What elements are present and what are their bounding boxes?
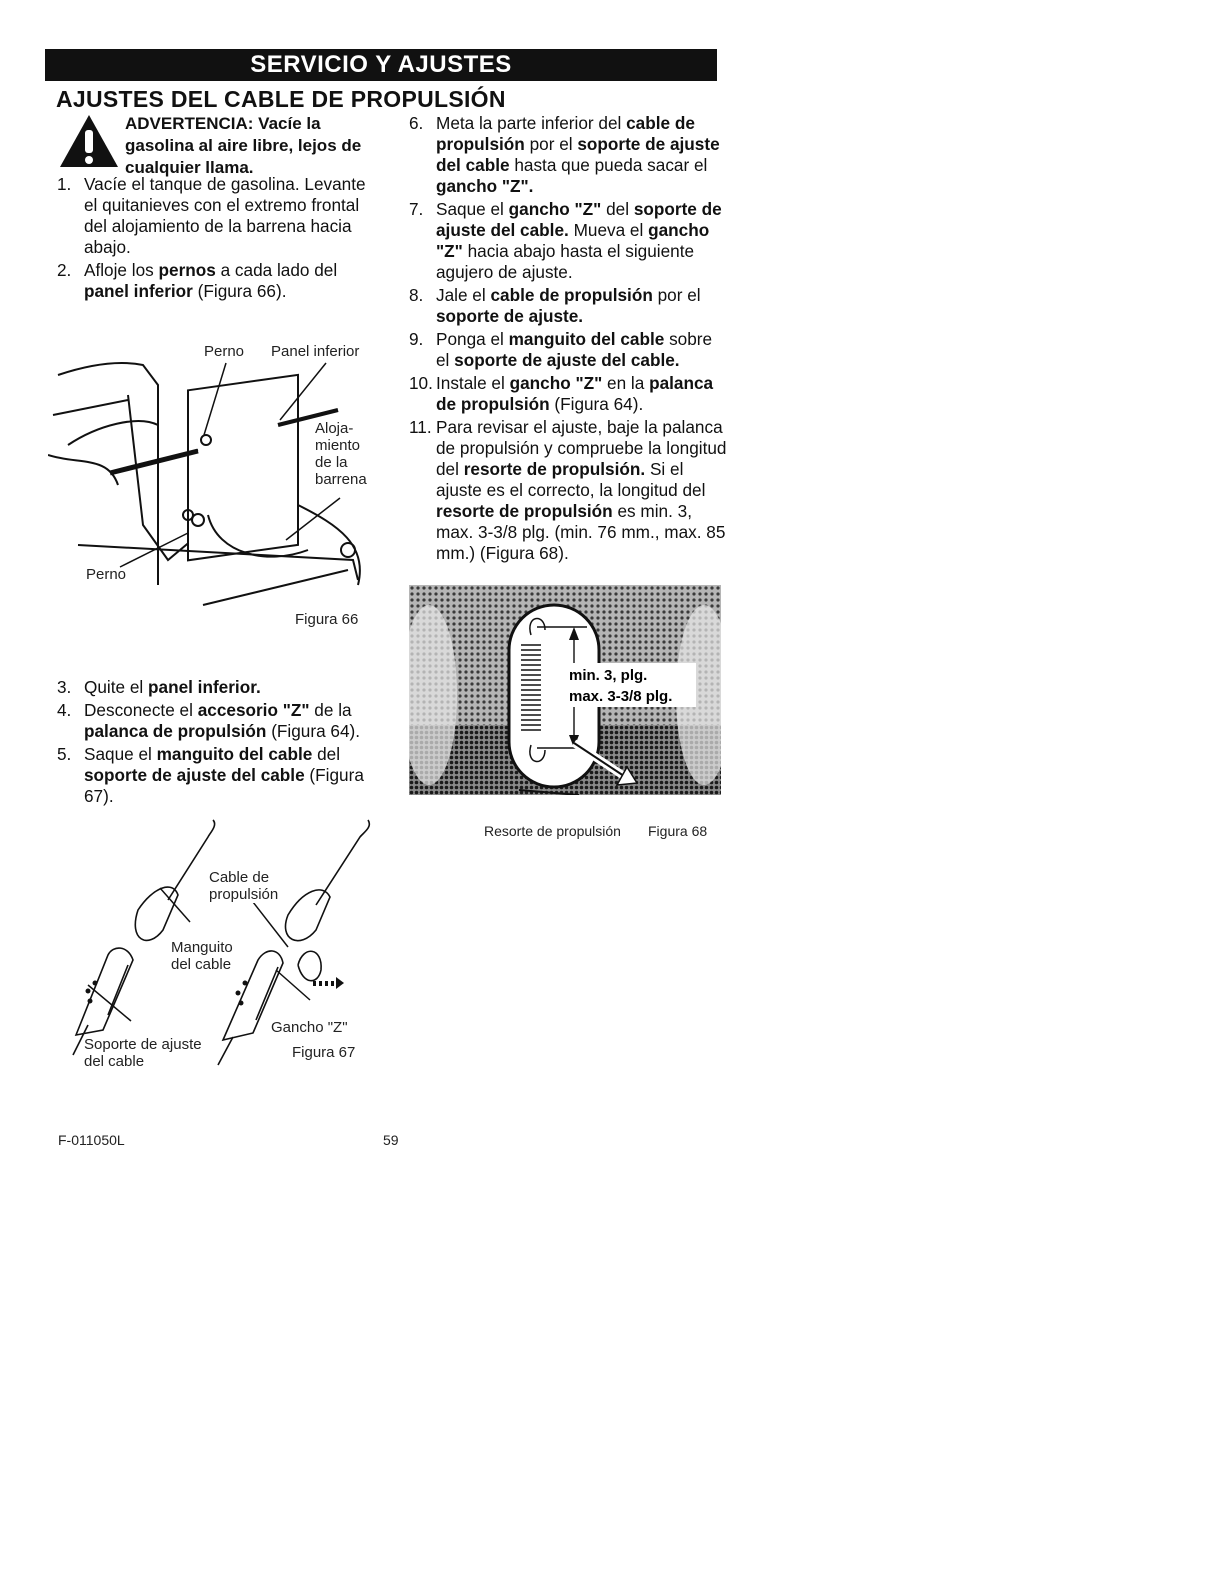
step-text-bold: cable de propulsión bbox=[436, 113, 695, 154]
step-text: es min. 3, max. 3-3/8 plg. (min. 76 mm., max. 85 mm.) (Figura 68). bbox=[436, 501, 726, 563]
step-text: Quite el bbox=[84, 677, 149, 697]
step-item bbox=[409, 199, 729, 283]
step-text-bold: palanca de propulsión bbox=[436, 373, 714, 414]
step-text: por el bbox=[652, 285, 701, 305]
step-text-bold: panel inferior. bbox=[148, 677, 261, 697]
step-text-bold: accesorio "Z" bbox=[197, 700, 310, 720]
step-text: del bbox=[312, 744, 341, 764]
page-banner: SERVICIO Y AJUSTES bbox=[45, 49, 717, 81]
step-text: (Figura 66). bbox=[192, 281, 287, 301]
step-text: del bbox=[601, 199, 634, 219]
step-text-bold: pernos bbox=[158, 260, 216, 280]
step-text: en la bbox=[602, 373, 650, 393]
steps-list-left-bottom bbox=[57, 677, 377, 809]
page-number: 59 bbox=[383, 1132, 399, 1148]
section-title: AJUSTES DEL CABLE DE PROPULSIÓN bbox=[56, 86, 506, 112]
step-text: Saque el bbox=[84, 744, 157, 764]
step-text: hacia abajo hasta el siguiente agujero de ajuste. bbox=[436, 241, 695, 282]
step-text: Desconecte el bbox=[84, 700, 198, 720]
step-number: 5. bbox=[57, 744, 72, 764]
steps-list-left-top bbox=[57, 174, 377, 304]
step-item bbox=[409, 113, 729, 197]
step-text: Si el ajuste es el correcto, la longitud del bbox=[436, 459, 706, 500]
fig67-label-gancho: Gancho "Z" bbox=[271, 1019, 348, 1036]
step-number: 6. bbox=[409, 113, 424, 133]
step-text: Saque el bbox=[436, 199, 509, 219]
step-text: a cada lado del bbox=[215, 260, 338, 280]
step-number: 4. bbox=[57, 700, 72, 720]
step-number: 7. bbox=[409, 199, 424, 219]
step-text-bold: gancho "Z" bbox=[436, 220, 710, 261]
step-text-bold: resorte de propulsión. bbox=[463, 459, 646, 479]
step-text: Mueva el bbox=[568, 220, 649, 240]
figure-68-caption-label: Resorte de propulsión bbox=[484, 823, 621, 839]
step-text: Jale el bbox=[436, 285, 491, 305]
warning-text: ADVERTENCIA: Vacíe la gasolina al aire libre, lejos de cualquier llama. bbox=[125, 114, 362, 177]
step-text-bold: soporte de ajuste del cable. bbox=[454, 350, 680, 370]
step-text-bold: gancho "Z" bbox=[508, 199, 602, 219]
fig66-label-perno-bottom: Perno bbox=[86, 566, 127, 583]
figure-66-caption: Figura 66 bbox=[295, 611, 359, 628]
steps-list-right bbox=[409, 113, 729, 566]
step-text: Vacíe el tanque de gasolina. Levante el quitanieves con el extremo frontal del alojamiento de la barrena hacia abajo. bbox=[84, 174, 366, 257]
step-number: 3. bbox=[57, 677, 72, 697]
step-text-bold: palanca de propulsión bbox=[84, 721, 267, 741]
step-item bbox=[57, 677, 377, 698]
step-text-bold: soporte de ajuste. bbox=[436, 306, 584, 326]
fig67-label-manguito: Manguito del cable bbox=[171, 939, 233, 973]
step-text: (Figura 64). bbox=[549, 394, 644, 414]
document-code: F-011050L bbox=[58, 1132, 125, 1148]
step-text: Meta la parte inferior del bbox=[436, 113, 627, 133]
fig66-label-panel-inferior: Panel inferior bbox=[271, 343, 360, 360]
step-item bbox=[57, 174, 377, 258]
step-text-bold: manguito del cable bbox=[156, 744, 313, 764]
step-text: Instale el bbox=[436, 373, 510, 393]
step-number: 2. bbox=[57, 260, 72, 280]
step-text-bold: panel inferior bbox=[84, 281, 193, 301]
step-text-bold: gancho "Z" bbox=[509, 373, 603, 393]
step-item bbox=[57, 700, 377, 742]
step-text: sobre el bbox=[436, 329, 713, 370]
fig68-label-max: max. 3-3/8 plg. bbox=[569, 688, 673, 705]
step-number: 9. bbox=[409, 329, 424, 349]
step-text: Para revisar el ajuste, baje la palanca de propulsión y compruebe la longitud del bbox=[436, 417, 727, 479]
step-item bbox=[409, 285, 729, 327]
step-number: 11. bbox=[409, 417, 432, 437]
step-text-bold: gancho "Z". bbox=[436, 176, 534, 196]
fig67-label-soporte: Soporte de ajuste del cable bbox=[84, 1036, 202, 1070]
step-item bbox=[409, 373, 729, 415]
step-number: 8. bbox=[409, 285, 424, 305]
step-text: de la bbox=[309, 700, 352, 720]
warning-block bbox=[58, 113, 378, 177]
step-text-bold: cable de propulsión bbox=[490, 285, 653, 305]
step-text: Afloje los bbox=[84, 260, 159, 280]
step-item bbox=[409, 417, 729, 564]
step-number: 10. bbox=[409, 373, 433, 393]
step-text-bold: soporte de ajuste del cable. bbox=[436, 199, 722, 240]
fig68-label-min: min. 3, plg. bbox=[569, 667, 648, 684]
step-item bbox=[57, 260, 377, 302]
fig66-label-perno-top: Perno bbox=[204, 343, 245, 360]
step-text: Ponga el bbox=[436, 329, 509, 349]
step-item bbox=[409, 329, 729, 371]
step-text-bold: soporte de ajuste del cable bbox=[436, 134, 720, 175]
figure-68-caption: Figura 68 bbox=[648, 823, 708, 839]
figure-67-caption: Figura 67 bbox=[292, 1044, 356, 1061]
step-text: hasta que pueda sacar el bbox=[509, 155, 708, 175]
step-text: (Figura 67). bbox=[84, 765, 364, 806]
step-text-bold: resorte de propulsión bbox=[436, 501, 613, 521]
step-text: por el bbox=[524, 134, 578, 154]
step-number: 1. bbox=[57, 174, 72, 194]
step-text: (Figura 64). bbox=[266, 721, 361, 741]
figure-68-photo bbox=[409, 585, 721, 795]
step-item bbox=[57, 744, 377, 807]
fig66-label-alojamiento: Aloja- miento de la barrena bbox=[315, 420, 367, 488]
step-text-bold: manguito del cable bbox=[508, 329, 665, 349]
fig67-label-cable-propulsion: Cable de propulsión bbox=[209, 869, 279, 903]
step-text-bold: soporte de ajuste del cable bbox=[84, 765, 305, 785]
warning-triangle-icon bbox=[58, 113, 120, 169]
